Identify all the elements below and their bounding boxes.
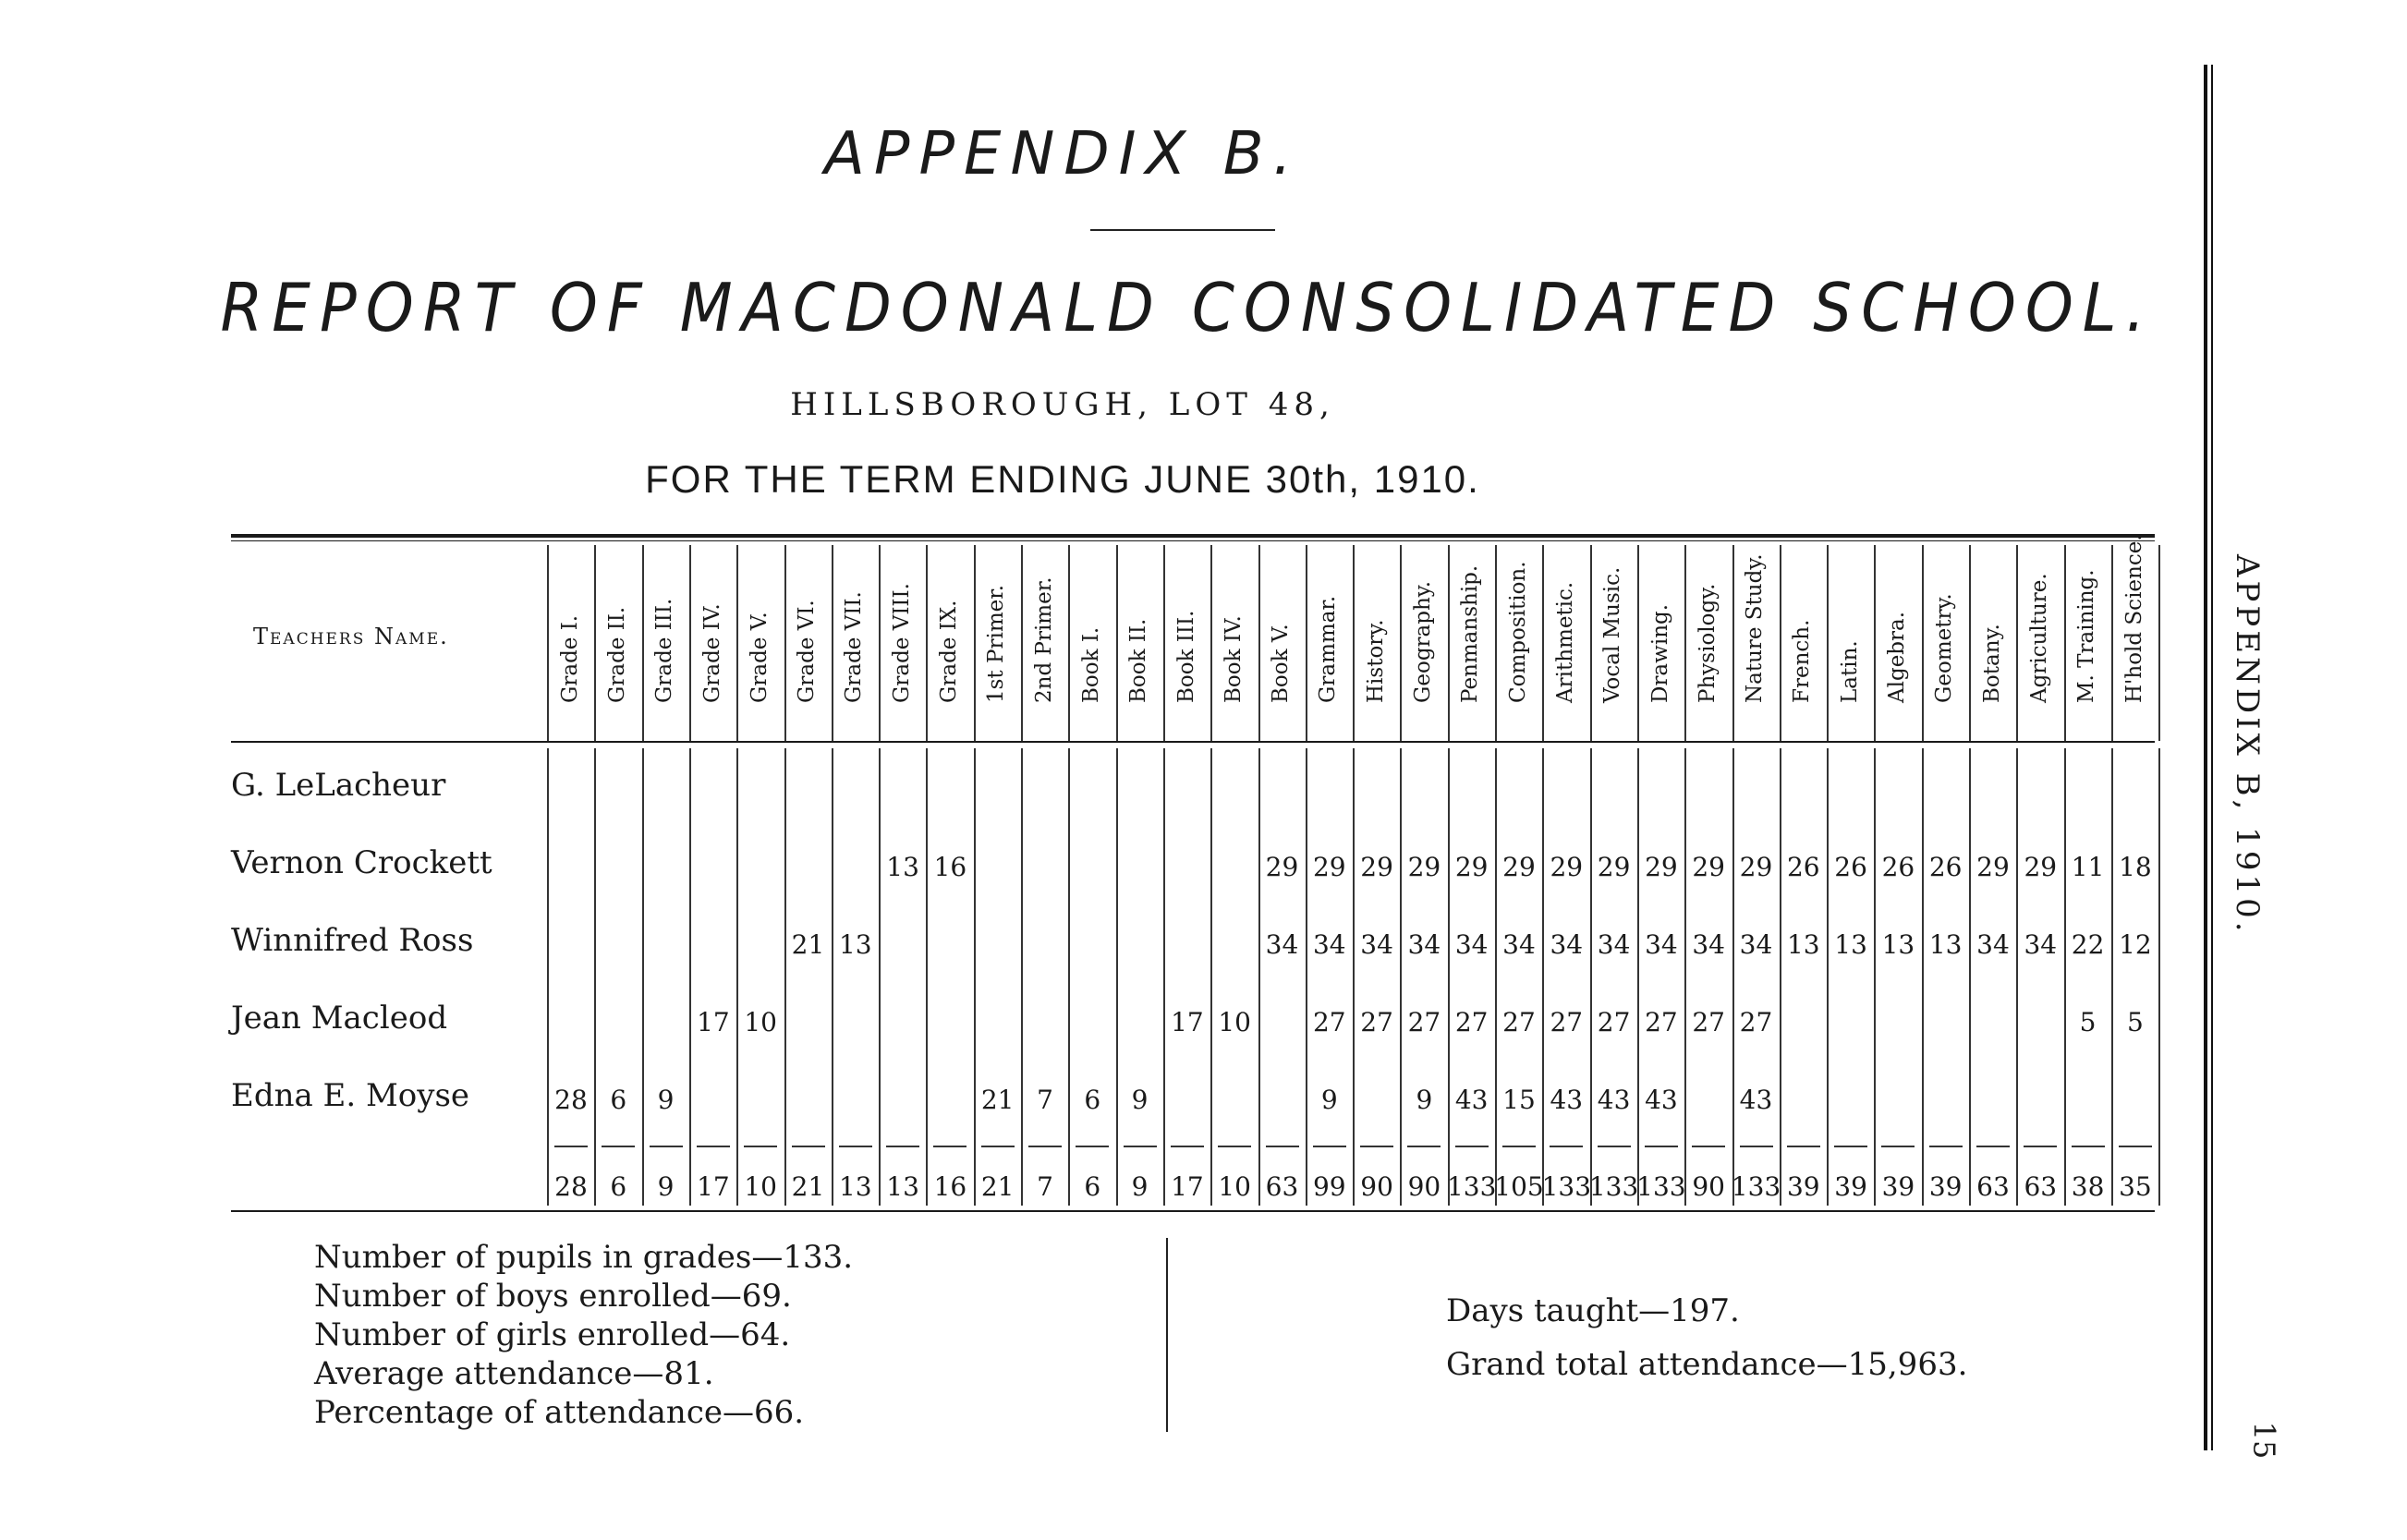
- table-cell: 29: [1692, 852, 1725, 882]
- table-cell: 29: [1976, 852, 2010, 882]
- table-cell: 9: [1131, 1085, 1149, 1115]
- total-cell: 38: [2071, 1171, 2105, 1202]
- table-cell: 43: [1645, 1085, 1678, 1115]
- table-cell: 27: [1645, 1007, 1678, 1037]
- column-divider: [547, 748, 549, 1206]
- column-divider: [1542, 748, 1544, 1206]
- table-cell: 28: [554, 1085, 588, 1115]
- column-header: [1116, 543, 1163, 734]
- total-cell: 133: [1588, 1171, 1639, 1202]
- table-cell: 27: [1597, 1007, 1631, 1037]
- column-header: [1922, 543, 1969, 734]
- total-cell: 39: [1786, 1171, 1820, 1202]
- column-header: [736, 543, 784, 734]
- header-bottom-rule: [231, 741, 2155, 743]
- column-divider: [784, 748, 786, 1206]
- total-separator: [1645, 1146, 1678, 1147]
- column-divider: [1874, 748, 1876, 1206]
- column-header-label: Latin.: [1837, 640, 1862, 703]
- column-header-label: Agriculture.: [2026, 573, 2051, 703]
- column-header-label: Grade VII.: [842, 591, 867, 703]
- column-divider: [1495, 748, 1497, 1206]
- column-header: [689, 543, 736, 734]
- column-divider: [1116, 748, 1118, 1206]
- total-separator: [1360, 1146, 1393, 1147]
- appendix-heading: APPENDIX B.: [824, 120, 1301, 188]
- total-cell: 21: [791, 1171, 825, 1202]
- table-cell: 26: [1928, 852, 1963, 882]
- column-divider: [974, 748, 976, 1206]
- column-header: [1495, 543, 1542, 734]
- total-cell: 6: [610, 1171, 627, 1202]
- column-divider: [689, 748, 691, 1206]
- total-cell: 35: [2119, 1171, 2152, 1202]
- column-header: [2016, 543, 2063, 734]
- column-divider: [1068, 748, 1070, 1206]
- column-header: [1068, 543, 1115, 734]
- table-cell: 22: [2071, 929, 2105, 960]
- column-header: [1021, 543, 1068, 734]
- total-separator: [2119, 1146, 2152, 1147]
- column-divider: [642, 748, 644, 1206]
- total-cell: 10: [1218, 1171, 1251, 1202]
- column-header-label: 2nd Primer.: [1031, 576, 1056, 703]
- term-line: FOR THE TERM ENDING JUNE 30th, 1910.: [645, 457, 1480, 501]
- column-header-label: Book I.: [1078, 626, 1103, 703]
- table-cell: 34: [1597, 929, 1631, 960]
- total-separator: [886, 1146, 919, 1147]
- column-header-label: Grade V.: [747, 612, 772, 703]
- column-header-label: Grade IV.: [699, 603, 724, 703]
- total-cell: 105: [1494, 1171, 1544, 1202]
- days-taught: Days taught—197.: [1446, 1292, 1740, 1329]
- total-cell: 63: [1976, 1171, 2010, 1202]
- column-header: [1732, 543, 1780, 734]
- total-separator: [1834, 1146, 1867, 1147]
- column-header: [1827, 543, 1874, 734]
- total-cell: 99: [1312, 1171, 1346, 1202]
- table-cell: 43: [1597, 1085, 1631, 1115]
- table-cell: 34: [1360, 929, 1393, 960]
- column-divider: [926, 748, 928, 1206]
- table-cell: 5: [2126, 1007, 2144, 1037]
- column-divider: [2158, 748, 2160, 1206]
- total-separator: [1266, 1146, 1299, 1147]
- table-cell: 29: [1312, 852, 1346, 882]
- table-cell: 29: [2024, 852, 2058, 882]
- total-cell: 90: [1360, 1171, 1393, 1202]
- summary-divider: [1166, 1238, 1168, 1432]
- total-separator: [839, 1146, 872, 1147]
- total-cell: 9: [657, 1171, 675, 1202]
- column-header: [594, 543, 641, 734]
- table-cell: 34: [1692, 929, 1725, 960]
- total-cell: 90: [1692, 1171, 1725, 1202]
- column-header-label: Penmanship.: [1458, 564, 1483, 703]
- table-cell: 18: [2119, 852, 2152, 882]
- average-attendance: Average attendance—81.: [314, 1355, 714, 1392]
- total-cell: 9: [1131, 1171, 1149, 1202]
- column-header-label: Geometry.: [1932, 593, 1957, 703]
- total-cell: 39: [1928, 1171, 1963, 1202]
- total-cell: 63: [1265, 1171, 1299, 1202]
- column-header-label: 1st Primer.: [984, 584, 1009, 703]
- column-header-label: Nature Study.: [1743, 553, 1768, 703]
- column-divider: [1306, 748, 1307, 1206]
- column-header: [1163, 543, 1210, 734]
- boys-enrolled: Number of boys enrolled—69.: [314, 1278, 792, 1315]
- total-separator: [981, 1146, 1015, 1147]
- table-cell: 34: [1407, 929, 1441, 960]
- column-divider: [1684, 748, 1686, 1206]
- table-cell: 29: [1550, 852, 1584, 882]
- column-header: [1637, 543, 1684, 734]
- column-divider: [1922, 748, 1924, 1206]
- table-cell: 34: [1645, 929, 1678, 960]
- column-divider: [1780, 748, 1781, 1206]
- percentage-attendance: Percentage of attendance—66.: [314, 1394, 805, 1431]
- column-header: [642, 543, 689, 734]
- total-cell: 133: [1446, 1171, 1497, 1202]
- table-cell: 13: [1928, 929, 1963, 960]
- table-cell: 5: [2079, 1007, 2097, 1037]
- total-separator: [792, 1146, 825, 1147]
- table-top-rule: [231, 534, 2155, 538]
- column-header-label: Book III.: [1173, 610, 1198, 703]
- column-header-label: Book V.: [1269, 624, 1294, 703]
- column-header-label: Botany.: [1979, 624, 2004, 703]
- column-divider: [1400, 748, 1402, 1206]
- column-divider: [1021, 748, 1023, 1206]
- table-cell: 27: [1502, 1007, 1536, 1037]
- table-cell: 29: [1645, 852, 1678, 882]
- table-cell: 27: [1454, 1007, 1489, 1037]
- table-cell: 13: [838, 929, 872, 960]
- column-header-label: Grade II.: [604, 606, 629, 703]
- table-cell: 17: [697, 1007, 730, 1037]
- right-margin-rule: [2204, 65, 2207, 1450]
- total-cell: 63: [2024, 1171, 2058, 1202]
- table-cell: 34: [2024, 929, 2058, 960]
- total-cell: 39: [1834, 1171, 1867, 1202]
- column-header-label: Arithmetic.: [1552, 581, 1577, 703]
- column-divider: [736, 748, 738, 1206]
- table-cell: 26: [1834, 852, 1867, 882]
- report-title: REPORT OF MACDONALD CONSOLIDATED SCHOOL.: [220, 269, 2155, 347]
- total-separator: [1218, 1146, 1251, 1147]
- table-cell: 43: [1454, 1085, 1489, 1115]
- table-cell: 29: [1360, 852, 1393, 882]
- column-header-label: Physiology.: [1695, 583, 1720, 703]
- running-head: [2208, 554, 2282, 1478]
- teacher-name: G. LeLacheur: [231, 767, 446, 804]
- total-cell: 133: [1731, 1171, 1781, 1202]
- table-cell: 34: [1312, 929, 1346, 960]
- teachers-name-header: Teachers Name.: [253, 624, 449, 649]
- total-separator: [650, 1146, 683, 1147]
- table-cell: 27: [1312, 1007, 1346, 1037]
- total-cell: 16: [933, 1171, 967, 1202]
- total-separator: [1313, 1146, 1346, 1147]
- column-header: [547, 543, 594, 734]
- table-cell: 6: [1084, 1085, 1101, 1115]
- column-header: [1684, 543, 1732, 734]
- table-cell: 13: [1881, 929, 1915, 960]
- table-cell: 29: [1739, 852, 1773, 882]
- total-separator: [697, 1146, 730, 1147]
- column-header-label: Book IV.: [1221, 615, 1246, 703]
- total-separator: [1550, 1146, 1583, 1147]
- table-cell: 27: [1739, 1007, 1773, 1037]
- column-header-label: Composition.: [1505, 561, 1530, 703]
- table-cell: 21: [791, 929, 825, 960]
- total-separator: [554, 1146, 588, 1147]
- total-separator: [1028, 1146, 1062, 1147]
- table-cell: 27: [1360, 1007, 1393, 1037]
- table-cell: 9: [1320, 1085, 1338, 1115]
- title-divider: [1090, 229, 1275, 231]
- column-divider: [879, 748, 881, 1206]
- column-header: [1210, 543, 1258, 734]
- column-divider: [1210, 748, 1212, 1206]
- column-divider: [1637, 748, 1639, 1206]
- column-divider: [1163, 748, 1165, 1206]
- table-cell: 9: [1416, 1085, 1433, 1115]
- table-cell: 27: [1407, 1007, 1441, 1037]
- column-header-label: French.: [1790, 619, 1815, 703]
- total-cell: 28: [554, 1171, 588, 1202]
- total-separator: [1787, 1146, 1820, 1147]
- total-separator: [2072, 1146, 2105, 1147]
- column-header: [1969, 543, 2016, 734]
- teacher-name: Vernon Crockett: [231, 844, 492, 881]
- total-cell: 21: [980, 1171, 1015, 1202]
- column-header: [1448, 543, 1495, 734]
- pupils-in-grades: Number of pupils in grades—133.: [314, 1239, 854, 1276]
- table-cell: 13: [1834, 929, 1867, 960]
- table-cell: 7: [1037, 1085, 1053, 1115]
- table-cell: 29: [1502, 852, 1536, 882]
- table-cell: 6: [610, 1085, 627, 1115]
- total-separator: [744, 1146, 777, 1147]
- column-header-label: Grammar.: [1316, 595, 1341, 703]
- total-separator: [1076, 1146, 1109, 1147]
- table-cell: 9: [657, 1085, 675, 1115]
- column-divider: [1827, 748, 1829, 1206]
- column-header: [832, 543, 879, 734]
- table-cell: 26: [1786, 852, 1820, 882]
- total-separator: [602, 1146, 635, 1147]
- table-cell: 34: [1265, 929, 1299, 960]
- total-separator: [1740, 1146, 1773, 1147]
- column-header-label: Book II.: [1126, 618, 1151, 703]
- page-number: 15: [2246, 1421, 2282, 1460]
- column-header: [2064, 543, 2111, 734]
- column-header-label: Vocal Music.: [1600, 566, 1625, 703]
- total-separator: [1976, 1146, 2010, 1147]
- column-header: [926, 543, 973, 734]
- table-cell: 13: [886, 852, 919, 882]
- running-head-text: APPENDIX B, 1910.: [2229, 554, 2266, 936]
- column-divider: [1353, 748, 1355, 1206]
- attendance-summary: [1446, 1284, 1967, 1391]
- column-header-label: H'hold Science.: [2121, 534, 2146, 703]
- table-cell: 10: [1218, 1007, 1251, 1037]
- total-separator: [2024, 1146, 2057, 1147]
- column-header-label: Grade IX.: [937, 600, 962, 703]
- column-divider: [1258, 748, 1260, 1206]
- column-header: [1780, 543, 1827, 734]
- column-header: [1306, 543, 1353, 734]
- table-cell: 43: [1550, 1085, 1584, 1115]
- column-header: [1400, 543, 1447, 734]
- total-separator: [1692, 1146, 1725, 1147]
- girls-enrolled: Number of girls enrolled—64.: [314, 1316, 791, 1353]
- column-divider: [1969, 748, 1971, 1206]
- table-cell: 11: [2071, 852, 2105, 882]
- column-header: [1542, 543, 1589, 734]
- total-cell: 6: [1084, 1171, 1101, 1202]
- column-header-label: Grade VI.: [795, 600, 820, 703]
- total-separator: [1502, 1146, 1536, 1147]
- table-cell: 26: [1881, 852, 1915, 882]
- column-header: [974, 543, 1021, 734]
- total-cell: 90: [1407, 1171, 1441, 1202]
- table-cell: 29: [1454, 852, 1489, 882]
- column-header-label: Grade III.: [652, 598, 677, 703]
- column-divider: [2111, 748, 2113, 1206]
- table-cell: 34: [1976, 929, 2010, 960]
- table-cell: 34: [1739, 929, 1773, 960]
- grand-total-attendance: Grand total attendance—15,963.: [1446, 1346, 1968, 1383]
- table-cell: 29: [1597, 852, 1631, 882]
- total-cell: 17: [1171, 1171, 1204, 1202]
- column-divider: [2016, 748, 2018, 1206]
- column-header-label: M. Training.: [2074, 569, 2099, 703]
- teacher-name: Jean Macleod: [231, 1000, 448, 1037]
- total-cell: 13: [886, 1171, 919, 1202]
- table-cell: 43: [1739, 1085, 1773, 1115]
- table-cell: 16: [933, 852, 967, 882]
- column-header-label: Geography.: [1411, 580, 1436, 703]
- column-header: [879, 543, 926, 734]
- column-header: [1258, 543, 1306, 734]
- total-separator: [933, 1146, 966, 1147]
- column-header-label: Grade VIII.: [889, 583, 914, 703]
- table-cell: 27: [1550, 1007, 1584, 1037]
- table-cell: 34: [1502, 929, 1536, 960]
- table-top-rule-thin: [231, 540, 2155, 541]
- total-separator: [1881, 1146, 1915, 1147]
- table-cell: 17: [1171, 1007, 1204, 1037]
- table-cell: 29: [1407, 852, 1441, 882]
- table-cell: 10: [744, 1007, 777, 1037]
- column-header-label: History.: [1363, 619, 1388, 703]
- total-separator: [1124, 1146, 1157, 1147]
- table-cell: 12: [2119, 929, 2152, 960]
- table-bottom-rule: [231, 1210, 2155, 1212]
- total-cell: 7: [1037, 1171, 1053, 1202]
- total-separator: [1455, 1146, 1489, 1147]
- total-cell: 17: [697, 1171, 730, 1202]
- total-separator: [1598, 1146, 1631, 1147]
- column-divider: [594, 748, 596, 1206]
- column-divider: [2158, 545, 2160, 741]
- total-cell: 13: [838, 1171, 872, 1202]
- table-cell: 29: [1265, 852, 1299, 882]
- table-cell: 34: [1454, 929, 1489, 960]
- total-cell: 39: [1881, 1171, 1915, 1202]
- column-divider: [1590, 748, 1592, 1206]
- total-cell: 10: [744, 1171, 777, 1202]
- table-cell: 21: [980, 1085, 1015, 1115]
- school-location: HILLSBOROUGH, LOT 48,: [790, 386, 1335, 423]
- column-header-label: Drawing.: [1647, 603, 1672, 703]
- table-cell: 13: [1786, 929, 1820, 960]
- column-divider: [832, 748, 833, 1206]
- column-header: [1874, 543, 1921, 734]
- teacher-name: Edna E. Moyse: [231, 1077, 470, 1114]
- total-cell: 133: [1636, 1171, 1686, 1202]
- total-separator: [1407, 1146, 1441, 1147]
- table-cell: 34: [1550, 929, 1584, 960]
- column-header: [2111, 534, 2158, 734]
- total-cell: 133: [1541, 1171, 1592, 1202]
- enrollment-summary: [314, 1238, 853, 1432]
- column-divider: [2064, 748, 2066, 1206]
- column-header: [1590, 543, 1637, 734]
- column-header: [784, 543, 832, 734]
- teacher-name: Winnifred Ross: [231, 922, 474, 959]
- column-divider: [1732, 748, 1734, 1206]
- table-cell: 27: [1692, 1007, 1725, 1037]
- column-header-label: Algebra.: [1885, 611, 1910, 703]
- total-separator: [1171, 1146, 1204, 1147]
- column-header-label: Grade I.: [557, 614, 582, 703]
- total-separator: [1929, 1146, 1963, 1147]
- table-cell: 15: [1502, 1085, 1536, 1115]
- column-header: [1353, 543, 1400, 734]
- column-divider: [1448, 748, 1450, 1206]
